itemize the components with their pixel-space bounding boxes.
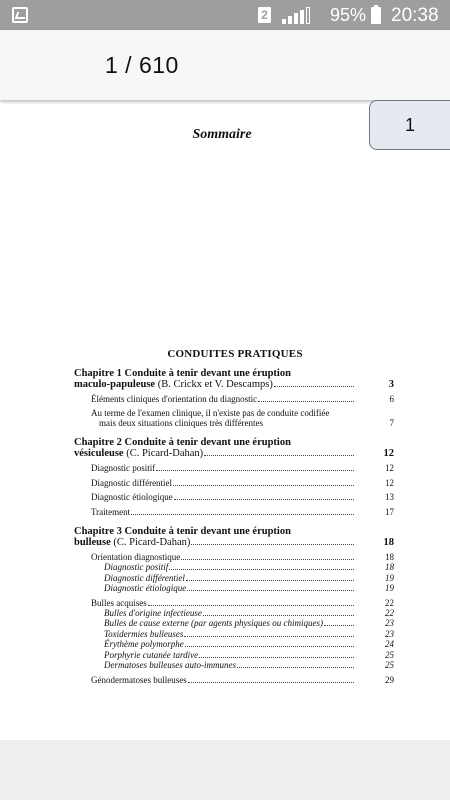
toc-subentry[interactable]: [74, 573, 394, 583]
page-number: 22: [385, 597, 394, 608]
toc-subentry[interactable]: [74, 562, 394, 572]
toc-entry-text: Bulles de cause externe (par agents physiques ou chimiques): [104, 618, 323, 629]
toc-subentry[interactable]: [74, 618, 394, 628]
toc-entry[interactable]: [74, 408, 394, 428]
chapter-title: Chapitre 3 Conduite à tenir devant une éruption: [74, 526, 291, 538]
toc-entry-text: Orientation diagnostique: [91, 552, 181, 563]
toc-entry-text: Diagnostic étiologique: [104, 583, 187, 594]
gallery-notification-icon: [12, 7, 28, 23]
chapter-3[interactable]: [74, 526, 394, 548]
clock: 20:38: [391, 5, 439, 26]
dot-leader: [204, 455, 354, 456]
dot-leader: [258, 401, 354, 402]
toc-entry[interactable]: [74, 463, 394, 473]
page-number: 12: [383, 448, 394, 460]
toc-entry-text: Au terme de l'examen clinique, il n'existe pas de conduite codifiée: [91, 408, 330, 419]
dot-leader: [131, 514, 354, 515]
toc-entry-text: Bulles acquises: [91, 597, 147, 608]
dot-leader: [324, 625, 354, 626]
toc-subentry[interactable]: [74, 608, 394, 618]
dot-leader: [148, 605, 354, 606]
dot-leader: [237, 667, 354, 668]
toc-entry[interactable]: [74, 598, 394, 608]
toc-entry[interactable]: [74, 478, 394, 488]
page-number: 29: [385, 674, 394, 685]
toc-entry[interactable]: [74, 394, 394, 404]
page-counter[interactable]: 1 / 610: [105, 52, 179, 78]
toc-subentry[interactable]: [74, 650, 394, 660]
toc-entry-text: Diagnostic différentiel: [91, 477, 173, 488]
dot-leader: [169, 569, 354, 570]
toc-entry-text: Diagnostic positif: [91, 463, 156, 474]
dot-leader: [187, 590, 354, 591]
toc-subentry[interactable]: [74, 660, 394, 670]
toc-entry-text: Diagnostic différentiel: [104, 572, 185, 583]
page-number: 7: [389, 418, 394, 429]
sim-indicator: 2: [258, 7, 271, 23]
page-number: 3: [388, 379, 394, 390]
chapter-title: Chapitre 1 Conduite à tenir devant une éruption: [74, 368, 291, 379]
page-number: 24: [385, 639, 394, 650]
toc-entry-text: Dermatoses bulleuses auto-immunes: [104, 660, 236, 671]
chapter-subtitle-line: [74, 379, 394, 390]
page-number: 12: [385, 463, 394, 474]
toc-subentry[interactable]: [74, 629, 394, 639]
toc-subentry[interactable]: [74, 639, 394, 649]
toc-entry[interactable]: [74, 675, 394, 685]
page-number: 17: [385, 506, 394, 517]
page-number: 18: [385, 562, 394, 573]
status-bar: [0, 0, 450, 30]
dot-leader: [173, 485, 354, 486]
chapter-subtitle: maculo-papuleuse: [74, 379, 156, 390]
toc-entry-text: Bulles d'origine infectieuse: [104, 608, 202, 619]
toc-entry-text: Porphyrie cutanée tardive: [104, 649, 199, 660]
toc-entry-text: Diagnostic positif: [104, 562, 169, 573]
page-number: 23: [385, 618, 394, 629]
battery-percent: 95%: [330, 5, 367, 25]
dot-leader: [188, 682, 354, 683]
chapter-title: Chapitre 2 Conduite à tenir devant une éruption: [74, 437, 291, 449]
dot-leader: [191, 544, 354, 545]
chapter-subtitle: bulleuse: [74, 537, 111, 549]
page-number: 25: [385, 649, 394, 660]
page-number: 19: [385, 572, 394, 583]
chapter-1[interactable]: [74, 368, 394, 390]
page-number: 22: [385, 608, 394, 619]
page-number-tab[interactable]: 1: [369, 100, 450, 150]
toc-heading: CONDUITES PRATIQUES: [167, 348, 303, 360]
dot-leader: [181, 559, 354, 560]
chapter-author: (B. Crickx et V. Descamps): [155, 379, 273, 390]
dot-leader: [199, 657, 354, 658]
dot-leader: [274, 386, 354, 387]
table-of-contents: [74, 348, 394, 685]
chapter-subtitle-line: [74, 448, 394, 459]
page-number: 13: [385, 492, 394, 503]
toc-entry-text: Éléments cliniques d'orientation du diagnostic: [91, 394, 258, 404]
reader-toolbar: [0, 30, 450, 100]
chapter-subtitle: vésiculeuse: [74, 448, 124, 460]
toc-entry[interactable]: [74, 492, 394, 502]
dot-leader: [203, 615, 354, 616]
toc-subentry[interactable]: [74, 583, 394, 593]
battery-icon: [371, 7, 381, 24]
toc-entry-text: Toxidermies bulleuses: [104, 628, 184, 639]
toc-entry-text: Érythème polymorphe: [104, 639, 184, 650]
toc-entry-text: Génodermatoses bulleuses: [91, 674, 187, 685]
chapter-author: (C. Picard-Dahan): [110, 537, 191, 549]
signal-strength-icon: [280, 6, 320, 24]
toc-entry-text-cont: mais deux situations cliniques très différentes: [99, 418, 264, 429]
page-number: 12: [385, 477, 394, 488]
page-number: 19: [385, 583, 394, 594]
toc-entry[interactable]: [74, 507, 394, 517]
page-number: 23: [385, 628, 394, 639]
page-number: 18: [383, 537, 394, 549]
dot-leader: [185, 646, 354, 647]
page-number: 6: [389, 394, 394, 404]
dot-leader: [184, 636, 354, 637]
chapter-subtitle-line: [74, 537, 394, 548]
toc-entry[interactable]: [74, 552, 394, 562]
chapter-2[interactable]: [74, 437, 394, 459]
bottom-area: [0, 740, 450, 800]
toc-entry-text: Diagnostic étiologique: [91, 492, 173, 503]
page-number: 25: [385, 660, 394, 671]
dot-leader: [174, 499, 354, 500]
dot-leader: [186, 580, 354, 581]
toc-entry-text: Traitement: [91, 506, 131, 517]
chapter-author: (C. Picard-Dahan): [123, 448, 204, 460]
sommaire-title: Sommaire: [192, 127, 252, 142]
dot-leader: [156, 470, 354, 471]
page-number: 18: [385, 552, 394, 563]
